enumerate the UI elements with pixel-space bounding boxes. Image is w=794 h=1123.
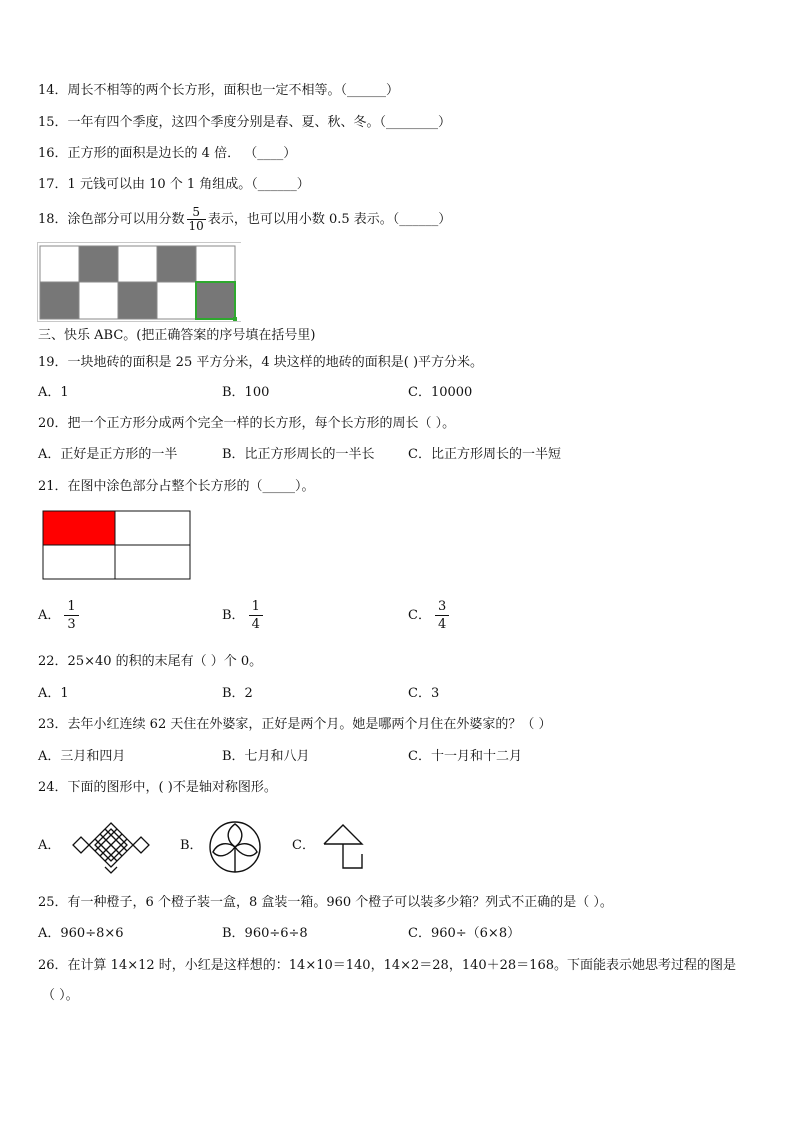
option-label: A．: [38, 608, 61, 623]
q24-option-c[interactable]: C．: [292, 838, 315, 853]
question-18-suffix: 表示，也可以用小数 0.5 表示。（______）: [207, 212, 452, 227]
q19-option-b[interactable]: B．100: [222, 385, 270, 400]
arrow-shape-icon: [322, 822, 366, 872]
fraction-denominator: 3: [64, 615, 78, 633]
checker-cell: [40, 246, 79, 282]
question-14: 14．周长不相等的两个长方形，面积也一定不相等。（______）: [38, 83, 400, 98]
fraction-numerator: 5: [192, 205, 200, 219]
question-18: [38, 202, 451, 238]
checker-cell-selected: [196, 282, 235, 319]
checker-cell: [157, 282, 196, 319]
question-19: 19．一块地砖的面积是 25 平方分米，4 块这样的地砖的面积是( )平方分米。: [38, 355, 484, 370]
fraction-1-3: [64, 598, 78, 633]
fraction-3-4: [435, 598, 449, 633]
question-26-continuation: （ ）。: [42, 988, 79, 1003]
q25-option-b[interactable]: B．960÷6÷8: [222, 926, 308, 941]
checker-cell: [118, 246, 157, 282]
question-17: 17．1 元钱可以由 10 个 1 角组成。（______）: [38, 177, 310, 192]
circle-trefoil-icon: [208, 820, 262, 874]
question-20: 20．把一个正方形分成两个完全一样的长方形，每个长方形的周长（ ）。: [38, 416, 456, 431]
q24-option-a[interactable]: A．: [38, 838, 61, 853]
checker-cell-shaded: [79, 246, 118, 282]
question-24: 24．下面的图形中，( )不是轴对称图形。: [38, 780, 277, 795]
knot-pattern-icon: [70, 820, 152, 874]
question-23: 23．去年小红连续 62 天住在外婆家，正好是两个月。她是哪两个月住在外婆家的？（ ）: [38, 717, 552, 732]
quarter: [43, 545, 115, 579]
quarter-shaded: [43, 511, 115, 545]
fraction-1-4: [249, 598, 263, 633]
fraction-denominator: 4: [435, 615, 449, 633]
q23-option-b[interactable]: B．七月和八月: [222, 749, 310, 764]
fraction-numerator: 1: [67, 599, 76, 614]
section-heading: 三、快乐 ABC。(把正确答案的序号填在括号里): [38, 328, 316, 343]
q22-option-c[interactable]: C．3: [408, 686, 440, 701]
checker-cell-shaded: [118, 282, 157, 319]
fraction-numerator: 3: [437, 599, 447, 614]
rectangle-quarters-figure: [42, 510, 192, 582]
checker-cell: [79, 282, 118, 319]
q21-option-b[interactable]: [222, 596, 263, 636]
q20-option-b[interactable]: B．比正方形周长的一半长: [222, 447, 375, 462]
q20-option-c[interactable]: C．比正方形周长的一半短: [408, 447, 561, 462]
checkerboard-figure: [37, 242, 242, 322]
question-15: 15．一年有四个季度，这四个季度分别是春、夏、秋、冬。（________）: [38, 115, 452, 130]
q25-option-c[interactable]: C．960÷（6×8）: [408, 926, 521, 941]
q24-option-b[interactable]: B．: [180, 838, 203, 853]
option-label: C．: [408, 608, 431, 623]
q23-option-a[interactable]: A．三月和四月: [38, 749, 126, 764]
question-26: 26．在计算 14×12 时，小红是这样想的：14×10＝140，14×2＝28，140＋28＝168。下面能表示她思考过程的图是: [38, 958, 736, 973]
question-25: 25．有一种橙子，6 个橙子装一盒，8 盒装一箱。960 个橙子可以装多少箱？列式不正确的是（ ）。: [38, 895, 613, 910]
option-label: B．: [222, 608, 245, 623]
fraction-denominator: 10: [188, 219, 204, 233]
q21-option-c[interactable]: [408, 596, 449, 636]
question-16: 16．正方形的面积是边长的 4 倍． （____）: [38, 146, 297, 161]
checker-cell-shaded: [157, 246, 196, 282]
q21-option-a[interactable]: [38, 596, 79, 636]
q19-option-a[interactable]: A．1: [38, 385, 69, 400]
q25-option-a[interactable]: A．960÷8×6: [38, 926, 124, 941]
q20-option-a[interactable]: A．正好是正方形的一半: [38, 447, 178, 462]
quarter: [115, 511, 190, 545]
q23-option-c[interactable]: C．十一月和十二月: [408, 749, 522, 764]
q22-option-a[interactable]: A．1: [38, 686, 69, 701]
fraction-numerator: 1: [251, 599, 260, 614]
question-18-prefix: 18．涂色部分可以用分数: [38, 212, 185, 227]
q19-option-c[interactable]: C．10000: [408, 385, 473, 400]
question-22: 22．25×40 的积的末尾有（ ）个 0。: [38, 654, 263, 669]
fraction-5-10: [187, 206, 206, 233]
q22-option-b[interactable]: B．2: [222, 686, 253, 701]
quarter: [115, 545, 190, 579]
fraction-denominator: 4: [249, 615, 263, 633]
question-21: 21．在图中涂色部分占整个长方形的（_____）。: [38, 479, 315, 494]
checker-cell: [196, 246, 235, 282]
checker-cell-shaded: [40, 282, 79, 319]
